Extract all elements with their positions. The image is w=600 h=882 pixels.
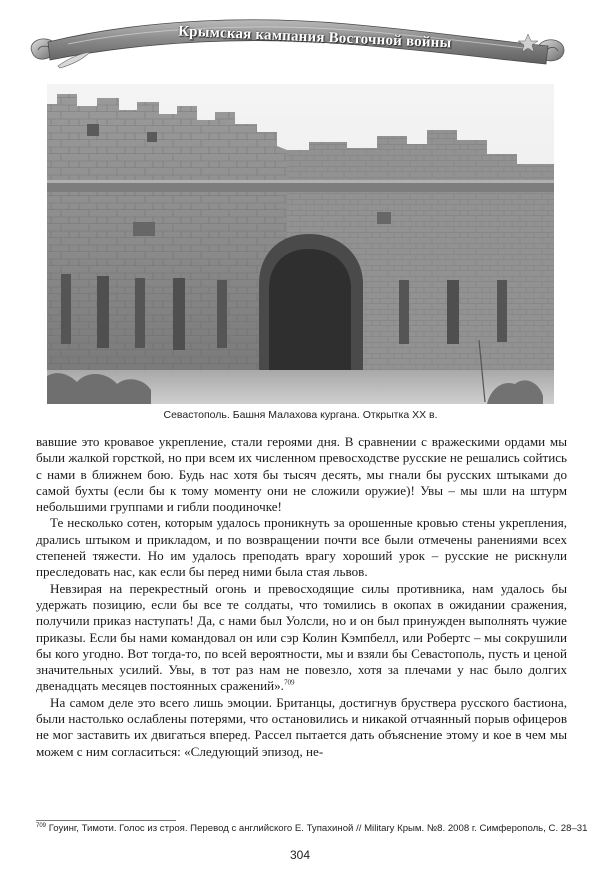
paragraph-2: Те несколько сотен, которым удалось проникнуть за орошенные кровью стены укрепления, дрались штыком и прикладом, и по возвращении почти все были отмечены ранениями всех степеней тяжести. Но им удалось преподать врагу хороший урок – русские не рискнули преследовать нас, как если бы перед ними была стая львов. (36, 515, 567, 580)
chapter-header-banner (28, 14, 568, 76)
paragraph-3-text: Невзирая на перекрестный огонь и превосходящие силы противника, нам удалось бы удержать позицию, если бы все те солдаты, что томились в окопах в ожидании сражения, получили приказ наступать! Да, с нами был Уолсли, но и он был принужден выполнять чужие приказы. Если бы нами командовал он или сэр Колин Кэмпбелл, или Робертс – мы сокрушили бы кого угодно. Вот тогда-то, по всей вероятности, мы и взяли бы Севастополь, пусть и ценой значительных усилий. Увы, в тот раз нам не повезло, хотя за плечами у нас было долгих двенадцать месяцев постоянных сражений». (36, 580, 567, 694)
malakhov-tower-photo (47, 84, 554, 404)
paragraph-1: вавшие это кровавое укрепление, стали героями дня. В сравнении с вражескими ордами мы были жалкой горсткой, но при всем их численном превосходстве русские не решались сойтись с нами в ближнем бою. Будь нас хотя бы тысяч десять, мы гнали бы русских штыками до самой бухты (если бы к тому моменту они не сложили оружие)! Увы – мы шли на штурм небольшими группами и гибли поодиночке! (36, 434, 567, 515)
body-text (36, 434, 567, 760)
footnote (36, 823, 588, 835)
photo-caption: Севастополь. Башня Малахова кургана. Открытка XX в. (163, 409, 438, 421)
footnote-divider (36, 820, 176, 821)
paragraph-4: На самом деле это всего лишь эмоции. Британцы, достигнув бруствера русского бастиона, были настолько ослаблены потерями, что остановились и никакой отчаянный порыв офицеров не мог заставить их двигаться вперед. Рассел пытается дать объяснение этому и кое в чем мы можем с ним согласиться: «Следующий эпизод, не- (36, 694, 567, 759)
paragraph-3 (36, 581, 567, 695)
footnote-reference[interactable]: 709 (283, 679, 295, 688)
footnote-marker: 709 (36, 823, 47, 829)
chapter-title: Крымская кампания Восточной войны (177, 23, 452, 52)
page-number: 304 (289, 848, 311, 862)
footnote-text: Гоуинг, Тимоти. Голос из строя. Перевод с английского Е. Тупахиной // Military Крым. №8. 2008 г. Симферополь, С. 28–31 (48, 823, 588, 835)
